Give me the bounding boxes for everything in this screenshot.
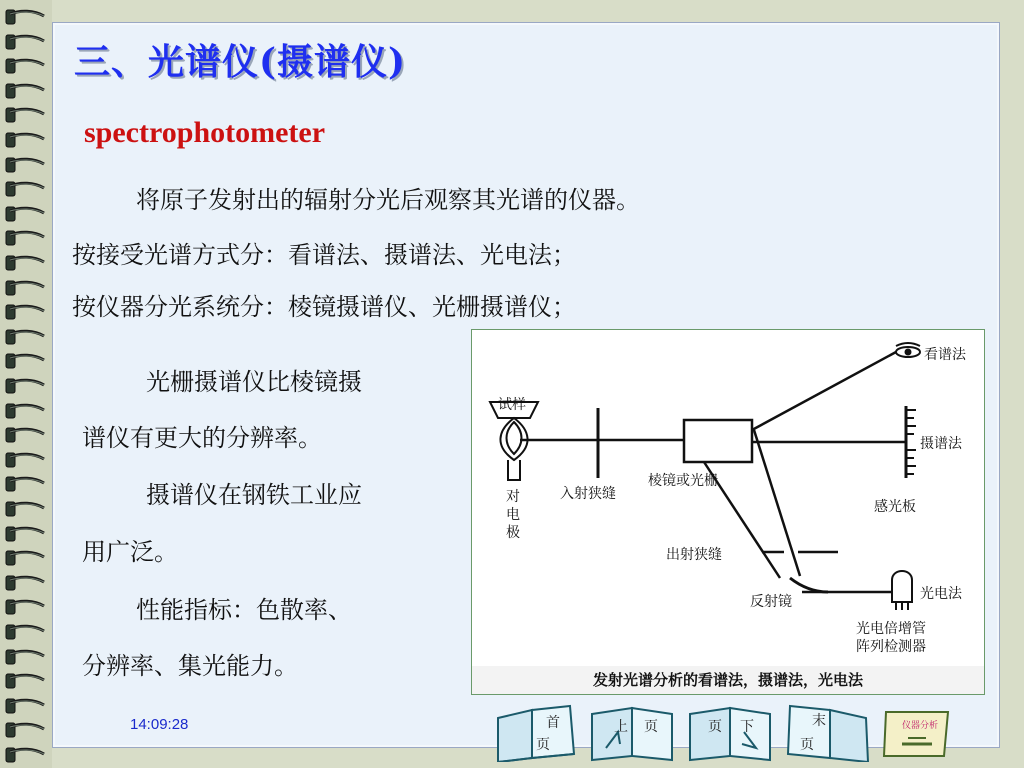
spiral-binding-icon (4, 277, 48, 299)
nav-prev-label-1: 上 (614, 719, 628, 735)
nav-next-label-2: 下 (740, 719, 754, 735)
nav-last-label-1: 末 (812, 713, 826, 729)
spiral-binding-icon (4, 31, 48, 53)
nav-first-page-button[interactable] (492, 704, 580, 762)
spiral-binding-icon (4, 178, 48, 200)
book-page-icon (784, 704, 872, 762)
spiral-binding-icon (4, 154, 48, 176)
label-visual-method: 看谱法 (924, 347, 966, 363)
spiral-binding-icon (4, 424, 48, 446)
spiral-binding-icon (4, 473, 48, 495)
label-photographic-method: 摄谱法 (920, 436, 962, 452)
nav-course-home-button[interactable] (880, 704, 956, 762)
spiral-binding-icon (4, 646, 48, 668)
figure-caption: 发射光谱分析的看谱法，摄谱法，光电法 (472, 666, 984, 694)
intro-line-2: 按接受光谱方式分：看谱法、摄谱法、光电法； (72, 241, 576, 269)
book-page-icon (686, 704, 774, 762)
side-text-line-2: 谱仪有更大的分辨率。 (82, 424, 322, 452)
spiral-binding-icon (4, 326, 48, 348)
side-text-line-6: 分辨率、集光能力。 (82, 652, 298, 680)
side-text-line-3: 摄谱仪在钢铁工业应 (146, 481, 362, 509)
label-prism-grating: 棱镜或光栅 (648, 473, 718, 489)
side-text-line-4: 用广泛。 (82, 538, 178, 566)
reflection-mirror (790, 578, 828, 592)
intro-line-3: 按仪器分光系统分：棱镜摄谱仪、光栅摄谱仪； (72, 293, 576, 321)
label-sample: 试样 (498, 397, 526, 413)
spiral-binding-icon (4, 227, 48, 249)
side-text-line-5: 性能指标：色散率、 (136, 596, 352, 624)
nav-next-page-button[interactable] (686, 704, 774, 762)
book-page-icon (880, 704, 956, 762)
spiral-binding-icon (4, 400, 48, 422)
slide-title: 三、光谱仪(摄谱仪) (74, 41, 407, 83)
photomultiplier-tube (892, 571, 912, 602)
nav-first-label-2: 页 (536, 737, 550, 753)
spectrometer-diagram (471, 329, 985, 695)
spiral-binding-icon (4, 547, 48, 569)
spiral-binding-icon (4, 695, 48, 717)
prism-grating-box (684, 420, 752, 462)
spiral-binding-icon (4, 449, 48, 471)
spiral-binding-icon (4, 596, 48, 618)
label-photoelectric-method: 光电法 (920, 586, 962, 602)
label-exit-slit: 出射狭缝 (666, 547, 722, 563)
label-plate: 感光板 (874, 499, 916, 515)
nav-first-label-1: 首 (546, 715, 560, 731)
spiral-binding-icon (4, 301, 48, 323)
spiral-binding-icon (4, 375, 48, 397)
spiral-binding-icon (4, 104, 48, 126)
spiral-binding-icon (4, 6, 48, 28)
spiral-binding-icon (4, 203, 48, 225)
spiral-binding-icon (4, 252, 48, 274)
label-mirror: 反射镜 (750, 594, 792, 610)
nav-course-home-label: 仪器分析 (902, 721, 939, 731)
spiral-binding (0, 0, 52, 768)
spiral-binding-icon (4, 621, 48, 643)
label-pmt-line-1: 光电倍增管 (856, 621, 926, 637)
spiral-binding-icon (4, 670, 48, 692)
nav-prev-page-button[interactable] (588, 704, 676, 762)
nav-last-label-2: 页 (800, 737, 814, 753)
label-entrance-slit: 入射狭缝 (560, 486, 616, 502)
spiral-binding-icon (4, 572, 48, 594)
label-pmt-line-2: 阵列检测器 (856, 639, 926, 655)
spiral-binding-icon (4, 129, 48, 151)
slide-timestamp: 14:09:28 (130, 716, 189, 733)
slide-subtitle: spectrophotometer (84, 116, 326, 149)
spiral-binding-icon (4, 719, 48, 741)
label-counter-electrode: 对电极 (506, 489, 520, 541)
nav-last-page-button[interactable] (784, 704, 872, 762)
side-text-line-1: 光栅摄谱仪比棱镜摄 (146, 368, 362, 396)
spiral-binding-icon (4, 744, 48, 766)
spiral-binding-icon (4, 80, 48, 102)
spiral-binding-icon (4, 55, 48, 77)
nav-next-label-1: 页 (708, 719, 722, 735)
spiral-binding-icon (4, 498, 48, 520)
book-page-icon (588, 704, 676, 762)
spiral-binding-icon (4, 350, 48, 372)
eye-icon (896, 343, 920, 357)
spiral-binding-icon (4, 523, 48, 545)
intro-line-1: 将原子发射出的辐射分光后观察其光谱的仪器。 (136, 186, 640, 214)
nav-prev-label-2: 页 (644, 719, 658, 735)
